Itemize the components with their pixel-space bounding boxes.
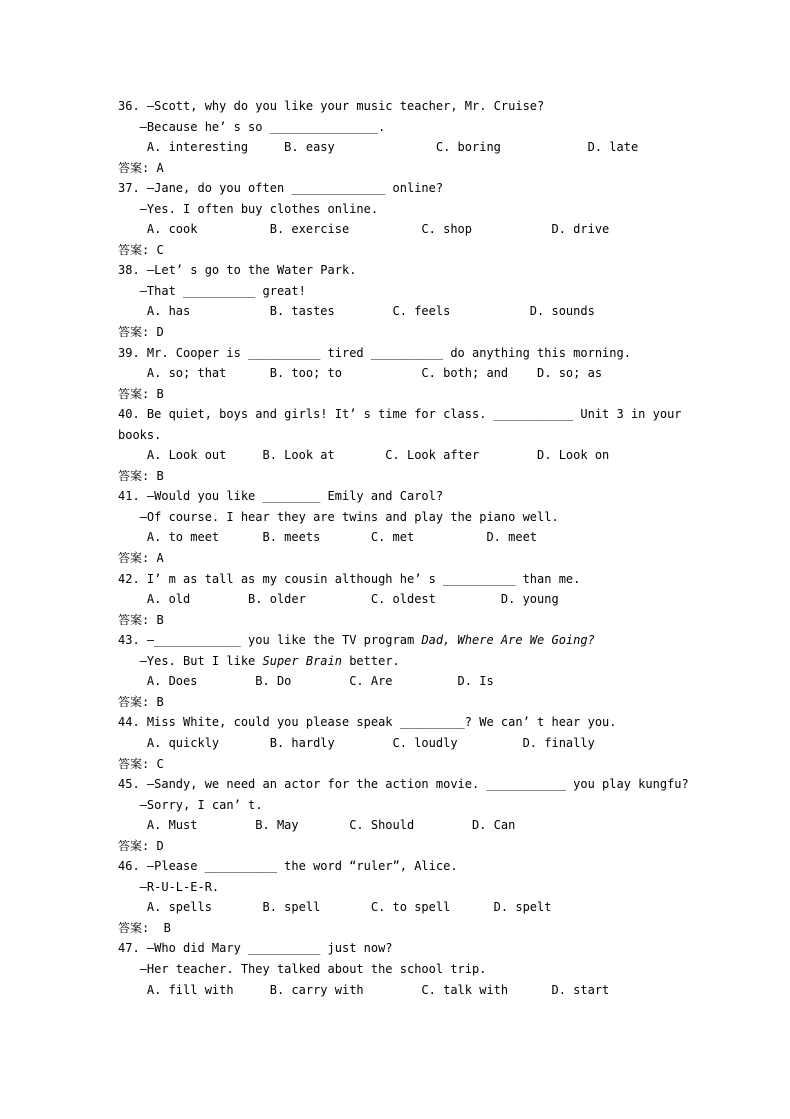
text-segment: A. spells B. spell C. to spell D. spelt: [118, 900, 552, 915]
question-line: [118, 671, 790, 692]
text-segment: 39. Mr. Cooper is __________ tired __________ do anything this morning.: [118, 345, 631, 360]
answer-line: [118, 548, 790, 569]
text-segment: 答案: B: [118, 612, 164, 627]
text-segment: better.: [341, 653, 400, 668]
text-segment: 答案: B: [118, 386, 164, 401]
answer-line: [118, 754, 790, 775]
text-segment: A. Does B. Do C. Are D. Is: [118, 674, 494, 689]
text-segment: —Sorry, I can’ t.: [118, 797, 263, 812]
text-segment: A. quickly B. hardly C. loudly D. finally: [118, 735, 595, 750]
text-segment: 42. I’ m as tall as my cousin although he’ s __________ than me.: [118, 571, 581, 586]
answer-line: [118, 466, 790, 487]
question-block: [118, 260, 790, 342]
question-line: [118, 260, 790, 281]
question-block: [118, 343, 790, 405]
text-segment: —Yes. But I like: [118, 653, 263, 668]
question-line: [118, 507, 790, 528]
question-block: [118, 404, 790, 486]
question-line: [118, 959, 790, 980]
question-line: [118, 117, 790, 138]
answer-line: [118, 836, 790, 857]
question-block: [118, 569, 790, 631]
italic-text-segment: Super Brain: [262, 653, 342, 668]
text-segment: 41. —Would you like ________ Emily and Carol?: [118, 489, 444, 504]
text-segment: 47. —Who did Mary __________ just now?: [118, 941, 393, 956]
question-block: [118, 774, 790, 856]
question-line: [118, 301, 790, 322]
question-line: [118, 815, 790, 836]
text-segment: 答案: B: [118, 694, 164, 709]
question-block: [118, 96, 790, 178]
text-segment: 答案: B: [118, 920, 171, 935]
text-segment: 44. Miss White, could you please speak _________? We can’ t hear you.: [118, 715, 617, 730]
answer-line: [118, 322, 790, 343]
question-line: [118, 137, 790, 158]
question-block: [118, 630, 790, 712]
question-block: [118, 712, 790, 774]
text-segment: —Her teacher. They talked about the school trip.: [118, 961, 487, 976]
text-segment: 答案: A: [118, 551, 164, 566]
question-line: [118, 281, 790, 302]
text-segment: 答案: D: [118, 325, 164, 340]
question-block: [118, 938, 790, 1000]
text-segment: 36. —Scott, why do you like your music teacher, Mr. Cruise?: [118, 99, 545, 113]
question-line: [118, 774, 790, 795]
text-segment: A. Look out B. Look at C. Look after D. Look on: [118, 448, 610, 463]
text-segment: 答案: C: [118, 756, 164, 771]
text-segment: 答案: D: [118, 838, 164, 853]
question-line: [118, 199, 790, 220]
question-line: [118, 363, 790, 384]
question-line: [118, 630, 790, 651]
text-segment: A. old B. older C. oldest D. young: [118, 592, 559, 607]
text-segment: 37. —Jane, do you often _____________ online?: [118, 181, 444, 196]
question-line: [118, 651, 790, 672]
question-line: [118, 877, 790, 898]
question-line: [118, 486, 790, 507]
questions-list: [118, 96, 790, 1000]
answer-line: [118, 610, 790, 631]
answer-line: [118, 384, 790, 405]
question-line: [118, 425, 790, 446]
text-segment: A. cook B. exercise C. shop D. drive: [118, 222, 610, 237]
text-segment: 40. Be quiet, boys and girls! It’ s time for class. ___________ Unit 3 in your: [118, 407, 682, 422]
text-segment: —Of course. I hear they are twins and play the piano well.: [118, 509, 559, 524]
text-segment: —That __________ great!: [118, 283, 306, 298]
text-segment: 43. —____________ you like the TV program: [118, 633, 422, 648]
question-line: [118, 733, 790, 754]
text-segment: 38. —Let’ s go to the Water Park.: [118, 263, 357, 278]
text-segment: A. has B. tastes C. feels D. sounds: [118, 304, 595, 319]
question-line: [118, 219, 790, 240]
italic-text-segment: Dad, Where Are We Going?: [421, 633, 595, 648]
question-block: [118, 856, 790, 938]
question-line: [118, 178, 790, 199]
answer-line: [118, 918, 790, 939]
question-line: [118, 445, 790, 466]
text-segment: A. so; that B. too; to C. both; and D. so; as: [118, 366, 603, 381]
text-segment: —R-U-L-E-R.: [118, 879, 220, 894]
question-block: [118, 486, 790, 568]
text-segment: 答案: B: [118, 468, 164, 483]
question-line: [118, 795, 790, 816]
question-line: [118, 938, 790, 959]
question-line: [118, 343, 790, 364]
question-line: [118, 527, 790, 548]
question-line: [118, 404, 790, 425]
question-line: [118, 96, 790, 117]
text-segment: —Yes. I often buy clothes online.: [118, 201, 379, 216]
question-line: [118, 856, 790, 877]
question-line: [118, 712, 790, 733]
text-segment: 45. —Sandy, we need an actor for the action movie. ___________ you play kungfu?: [118, 777, 689, 792]
answer-line: [118, 158, 790, 179]
text-segment: A. to meet B. meets C. met D. meet: [118, 530, 538, 545]
question-line: [118, 980, 790, 1001]
question-block: [118, 178, 790, 260]
text-segment: A. Must B. May C. Should D. Can: [118, 818, 516, 833]
text-segment: A. fill with B. carry with C. talk with D. start: [118, 982, 610, 997]
question-line: [118, 589, 790, 610]
text-segment: 46. —Please __________ the word “ruler”, Alice.: [118, 859, 458, 874]
text-segment: books.: [118, 427, 162, 442]
text-segment: 答案: C: [118, 242, 164, 257]
text-segment: 答案: A: [118, 160, 164, 175]
text-segment: —Because he’ s so _______________.: [118, 119, 386, 134]
question-line: [118, 897, 790, 918]
answer-line: [118, 240, 790, 261]
text-segment: A. interesting B. easy C. boring D. late: [118, 140, 639, 155]
answer-line: [118, 692, 790, 713]
question-line: [118, 569, 790, 590]
